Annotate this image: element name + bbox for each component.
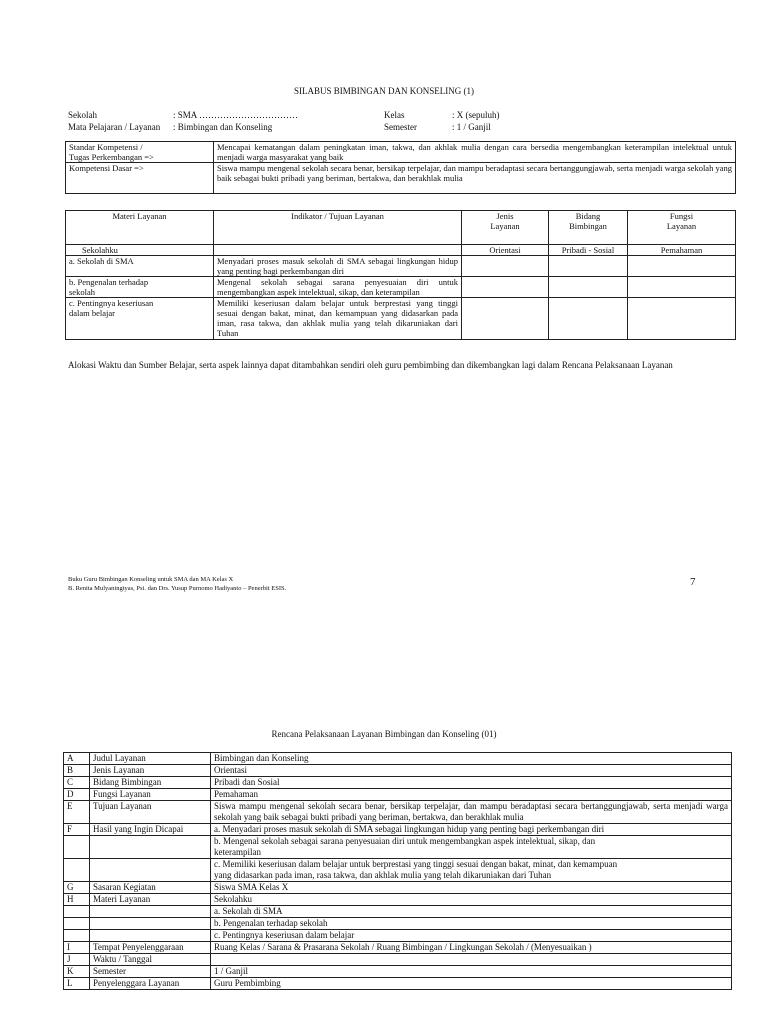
rpl-value-cell: Guru Pembimbing [211, 978, 732, 990]
table-row [64, 930, 732, 942]
sekolah-label: Sekolah [68, 110, 97, 120]
table-row [64, 882, 732, 894]
rpl-code-cell: C [64, 777, 90, 789]
rpl-label-cell: Fungsi Layanan [90, 789, 211, 801]
rpl-value-cell: c. Memiliki keseriusan dalam belajar untuk berprestasi yang tinggi sesuai dengan bakat, minat, dan kemampuan yang didasarkan pada iman, rasa takwa, dan akhlak mulia yang telah dikaruniakan dari Tuhan [211, 859, 732, 882]
rpl-code-cell: K [64, 966, 90, 978]
rpl-value-cell: Siswa SMA Kelas X [211, 882, 732, 894]
table-row [64, 954, 732, 966]
header-jenis: Jenis Layanan [462, 211, 549, 245]
rpl-label-cell [90, 930, 211, 942]
mapel-value: : Bimbingan dan Konseling [173, 122, 273, 132]
rpl-code-cell: E [64, 801, 90, 824]
basic-competency-value: Siswa mampu mengenal sekolah secara benar, bersikap terpelajar, dan mampu beradaptasi secara bertanggungjawab, serta menjadi warga sekolah yang baik sebagai bukti pribadi yang beriman, bertakwa, dan berakhlak mulia [214, 163, 736, 194]
table-header-row [66, 211, 736, 245]
rpl-code-cell: G [64, 882, 90, 894]
footer-book-title: Buku Guru Bimbingan Konseling untuk SMA dan MA Kelas X [68, 576, 234, 583]
table-row [64, 966, 732, 978]
footer-authors: B. Renita Mulyaningtyas, Psi. dan Drs. Yusup Purnomo Hadiyanto – Penerbit ESIS. [68, 585, 287, 592]
header-indikator: Indikator / Tujuan Layanan [214, 211, 462, 245]
rpl-value-cell: a. Menyadari proses masuk sekolah di SMA sebagai lingkungan hidup yang penting bagi perkembangan diri [211, 824, 732, 836]
rpl-code-cell: J [64, 954, 90, 966]
rpl-label-cell: Materi Layanan [90, 894, 211, 906]
table-row [64, 978, 732, 990]
rpl-value-cell: a. Sekolah di SMA [211, 906, 732, 918]
allocation-note: Alokasi Waktu dan Sumber Belajar, serta aspek lainnya dapat ditambahkan sendiri oleh guru pembimbing dan dikembangkan lagi dalam Rencana Pelaksanaan Layanan [68, 360, 673, 370]
rpl-label-cell [90, 918, 211, 930]
rpl-code-cell [64, 906, 90, 918]
rpl-code-cell: L [64, 978, 90, 990]
rpl-code-cell [64, 836, 90, 859]
indikator-cell: Memiliki keseriusan dalam belajar untuk berprestasi yang tinggi sesuai dengan bakat, minat, dan kemampuan yang didasarkan pada iman, rasa takwa, dan akhlak mulia yang telah dikaruniakan dari Tuhan [214, 298, 462, 340]
rpl-value-cell: b. Pengenalan terhadap sekolah [211, 918, 732, 930]
rpl-value-cell: Pemahaman [211, 789, 732, 801]
rpl-code-cell [64, 918, 90, 930]
rpl-value-cell [211, 954, 732, 966]
table-row [64, 777, 732, 789]
header-bidang: Bidang Bimbingan [549, 211, 628, 245]
rpl-value-cell: b. Mengenal sekolah sebagai sarana penyesuaian diri untuk mengembangkan aspek intelektual, sikap, dan keterampilan [211, 836, 732, 859]
semester-value: : 1 / Ganjil [452, 122, 491, 132]
rpl-table [63, 752, 732, 990]
table-row [66, 245, 736, 256]
table-row [66, 277, 736, 298]
rpl-code-cell [64, 859, 90, 882]
table-row [64, 789, 732, 801]
table-row [64, 753, 732, 765]
rpl-code-cell: B [64, 765, 90, 777]
materi-cell: b. Pengenalan terhadap sekolah [66, 277, 214, 298]
rpl-label-cell: Semester [90, 966, 211, 978]
page-number: 7 [690, 576, 696, 588]
header-fungsi: Fungsi Layanan [628, 211, 736, 245]
jenis-cell: Orientasi [462, 245, 549, 256]
rpl-label-cell: Penyelenggara Layanan [90, 978, 211, 990]
info-block [68, 110, 748, 134]
semester-label: Semester [384, 122, 417, 132]
table-row [66, 298, 736, 340]
rpl-value-cell: Ruang Kelas / Sarana & Prasarana Sekolah / Ruang Bimbingan / Lingkungan Sekolah / (Menyesuaikan ) [211, 942, 732, 954]
rpl-label-cell: Sasaran Kegiatan [90, 882, 211, 894]
rpl-code-cell: I [64, 942, 90, 954]
table-row [64, 765, 732, 777]
table-row [64, 801, 732, 824]
mapel-label: Mata Pelajaran / Layanan [68, 122, 161, 132]
rpl-label-cell: Tujuan Layanan [90, 801, 211, 824]
syllabus-title: SILABUS BIMBINGAN DAN KONSELING (1) [294, 86, 474, 96]
table-row [64, 859, 732, 882]
rpl-value-cell: Bimbingan dan Konseling [211, 753, 732, 765]
indikator-cell: Mengenal sekolah sebagai sarana penyesuaian diri untuk mengembangkan aspek intelektual, sikap, dan keterampilan [214, 277, 462, 298]
rpl-label-cell [90, 906, 211, 918]
bidang-cell: Pribadi - Sosial [549, 245, 628, 256]
table-row [64, 942, 732, 954]
topic-cell: Sekolahku [66, 245, 214, 256]
service-material-table [65, 210, 736, 340]
materi-cell: a. Sekolah di SMA [66, 256, 214, 277]
rpl-code-cell: A [64, 753, 90, 765]
table-row [64, 824, 732, 836]
kelas-value: : X (sepuluh) [452, 110, 500, 120]
standard-competency-label: Standar Kompetensi / Tugas Perkembangan => [66, 142, 214, 163]
rpl-value-cell: c. Pentingnya keseriusan dalam belajar [211, 930, 732, 942]
rpl-code-cell [64, 930, 90, 942]
sekolah-value: : SMA …………………………… [173, 110, 299, 120]
basic-competency-label: Kompetensi Dasar => [66, 163, 214, 194]
basic-competency-row [66, 163, 736, 194]
rpl-code-cell: D [64, 789, 90, 801]
rpl-value-cell: 1 / Ganjil [211, 966, 732, 978]
materi-cell: c. Pentingnya keseriusan dalam belajar [66, 298, 214, 340]
rpl-value-cell: Orientasi [211, 765, 732, 777]
rpl-value-cell: Sekolahku [211, 894, 732, 906]
rpl-label-cell: Tempat Penyelenggaraan [90, 942, 211, 954]
fungsi-cell: Pemahaman [628, 245, 736, 256]
rpl-code-cell: F [64, 824, 90, 836]
rpl-code-cell: H [64, 894, 90, 906]
table-row [66, 256, 736, 277]
header-materi: Materi Layanan [66, 211, 214, 245]
page-footer [68, 575, 708, 593]
rpl-label-cell: Judul Layanan [90, 753, 211, 765]
rpl-value-cell: Pribadi dan Sosial [211, 777, 732, 789]
standard-competency-row [66, 142, 736, 163]
rpl-label-cell: Bidang Bimbingan [90, 777, 211, 789]
table-row [64, 918, 732, 930]
rpl-title: Rencana Pelaksanaan Layanan Bimbingan dan Konseling (01) [271, 729, 497, 739]
rpl-label-cell: Waktu / Tanggal [90, 954, 211, 966]
table-row [64, 894, 732, 906]
rpl-label-cell: Hasil yang Ingin Dicapai [90, 824, 211, 836]
standard-competency-value: Mencapai kematangan dalam peningkatan iman, takwa, dan akhlak mulia dengan cara bersedia mengembangkan keterampilan intelektual untuk menjadi warga masyarakat yang baik [214, 142, 736, 163]
kelas-label: Kelas [384, 110, 405, 120]
rpl-label-cell [90, 859, 211, 882]
rpl-label-cell [90, 836, 211, 859]
rpl-label-cell: Jenis Layanan [90, 765, 211, 777]
indikator-cell: Menyadari proses masuk sekolah di SMA sebagai lingkungan hidup yang penting bagi perkembangan diri [214, 256, 462, 277]
table-row [64, 906, 732, 918]
competency-table [65, 141, 736, 194]
rpl-value-cell: Siswa mampu mengenal sekolah secara benar, bersikap terpelajar, dan mampu beradaptasi secara bertanggungjawab, serta menjadi warga sekolah yang baik sebagai bukti pribadi yang beriman, bertakwa, dan berakhlak mulia [211, 801, 732, 824]
table-row [64, 836, 732, 859]
